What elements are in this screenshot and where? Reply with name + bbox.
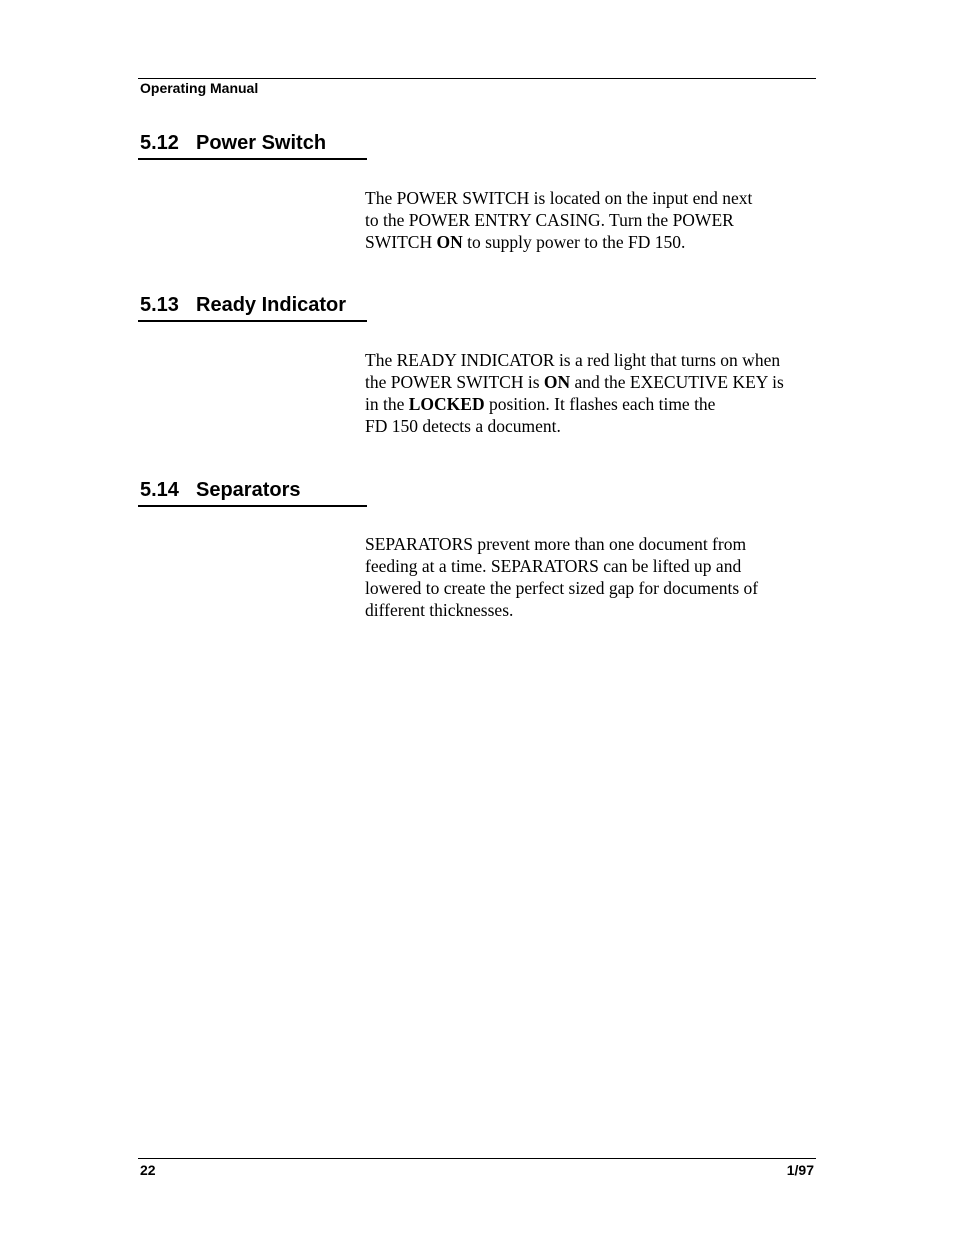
- section-heading-power-switch: [138, 131, 367, 160]
- body-text: The READY INDICATOR is a red light that turns on when: [365, 350, 781, 370]
- body-text: in the: [365, 394, 409, 414]
- body-text: to supply power to the FD 150.: [462, 232, 686, 252]
- body-text: and the EXECUTIVE KEY is: [570, 372, 784, 392]
- revision-date: 1/97: [786, 1162, 814, 1178]
- section-body-power-switch: [365, 187, 820, 253]
- emphasis-text: ON: [543, 372, 571, 392]
- body-line: [365, 187, 820, 209]
- section-title: Ready Indicator: [196, 294, 347, 316]
- body-text: to the POWER ENTRY CASING. Turn the POWER: [365, 210, 734, 230]
- section-heading-ready-indicator: [138, 293, 367, 322]
- body-text: feeding at a time. SEPARATORS can be lifted up and: [365, 556, 742, 576]
- body-line: [365, 533, 820, 555]
- body-text: The POWER SWITCH is located on the input end next: [365, 188, 753, 208]
- body-line: [365, 599, 820, 621]
- body-text: the POWER SWITCH is: [365, 372, 544, 392]
- section-number: 5.14: [140, 479, 179, 501]
- section-number: 5.13: [140, 294, 179, 316]
- body-line: [365, 577, 820, 599]
- emphasis-text: ON: [436, 232, 463, 252]
- section-body-separators: [365, 533, 820, 621]
- body-text: FD 150 detects a document.: [365, 416, 561, 436]
- body-line: [365, 349, 820, 371]
- footer-rule: [138, 1158, 816, 1159]
- body-line: [365, 393, 820, 415]
- page-number: 22: [140, 1162, 156, 1178]
- running-header-title: Operating Manual: [140, 80, 259, 96]
- section-title: Power Switch: [196, 132, 327, 154]
- body-text: SEPARATORS prevent more than one document from: [365, 534, 747, 554]
- section-title: Separators: [196, 479, 301, 501]
- body-text: lowered to create the perfect sized gap for documents of: [365, 578, 759, 598]
- body-text: SWITCH: [365, 232, 437, 252]
- body-line: [365, 209, 820, 231]
- body-line: [365, 555, 820, 577]
- body-line: [365, 371, 820, 393]
- body-line: [365, 415, 820, 437]
- emphasis-text: LOCKED: [408, 394, 485, 414]
- section-body-ready-indicator: [365, 349, 820, 437]
- section-number: 5.12: [140, 132, 179, 154]
- section-heading-separators: [138, 478, 367, 507]
- body-text: different thicknesses.: [365, 600, 514, 620]
- body-text: position. It flashes each time the: [484, 394, 716, 414]
- body-line: [365, 231, 820, 253]
